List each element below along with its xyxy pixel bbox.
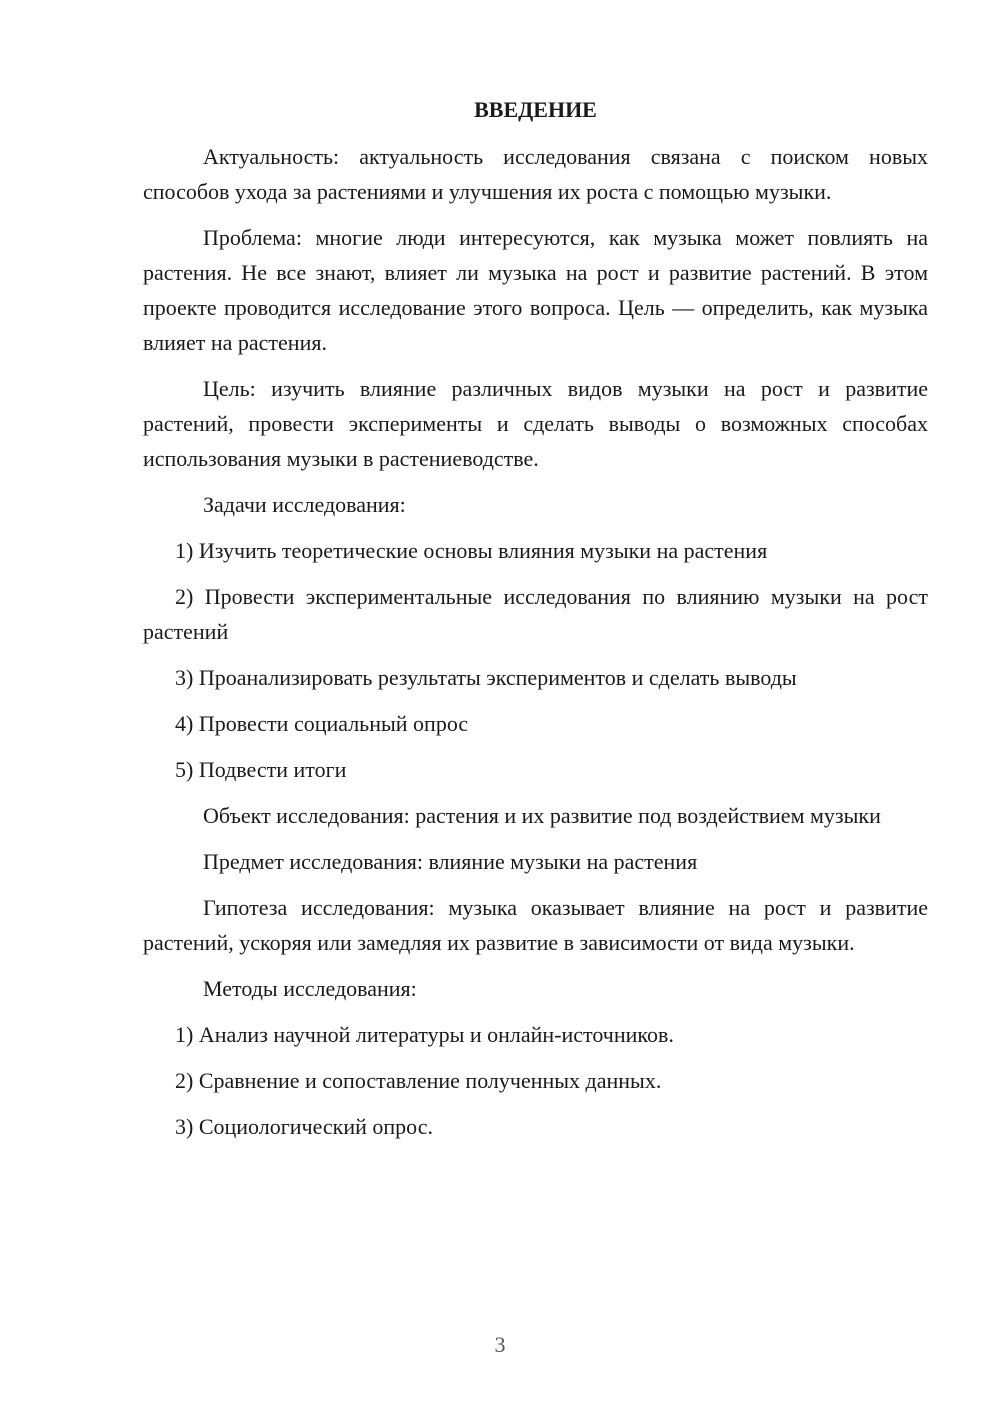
- task-item: 4) Провести социальный опрос: [175, 711, 469, 736]
- relevance-paragraph: Актуальность: актуальность исследования связана с поиском новых способов ухода за растениями и улучшения их роста с помощью музыки.: [143, 144, 928, 204]
- method-item: 3) Социологический опрос.: [175, 1114, 433, 1139]
- hypothesis-paragraph: Гипотеза исследования: музыка оказывает влияние на рост и развитие растений, ускоряя или замедляя их развитие в зависимости от вида музыки.: [143, 895, 928, 955]
- task-item: 5) Подвести итоги: [175, 757, 347, 782]
- task-item: 1) Изучить теоретические основы влияния музыки на растения: [175, 538, 768, 563]
- task-item: 2) Провести экспериментальные исследования по влиянию музыки на рост растений: [143, 584, 928, 644]
- task-item: 3) Проанализировать результаты экспериментов и сделать выводы: [175, 665, 797, 690]
- document-page: [143, 92, 928, 1155]
- tasks-label: Задачи исследования:: [203, 492, 406, 517]
- method-item: 1) Анализ научной литературы и онлайн-источников.: [175, 1022, 674, 1047]
- method-item: 2) Сравнение и сопоставление полученных данных.: [175, 1068, 662, 1093]
- subject-paragraph: Предмет исследования: влияние музыки на растения: [203, 849, 698, 874]
- goal-paragraph: Цель: изучить влияние различных видов музыки на рост и развитие растений, провести эксперименты и сделать выводы о возможных способах использования музыки в растениеводстве.: [143, 376, 928, 471]
- object-paragraph: Объект исследования: растения и их развитие под воздействием музыки: [203, 803, 881, 828]
- problem-paragraph: Проблема: многие люди интересуются, как музыка может повлиять на растения. Не все знают, влияет ли музыка на рост и развитие растений. В этом проекте проводится исследование этого вопроса. Цель — определить, как музыка влияет на растения.: [143, 225, 928, 355]
- section-heading: ВВЕДЕНИЕ: [474, 97, 597, 122]
- methods-label: Методы исследования:: [203, 976, 417, 1001]
- page-number: 3: [494, 1332, 506, 1357]
